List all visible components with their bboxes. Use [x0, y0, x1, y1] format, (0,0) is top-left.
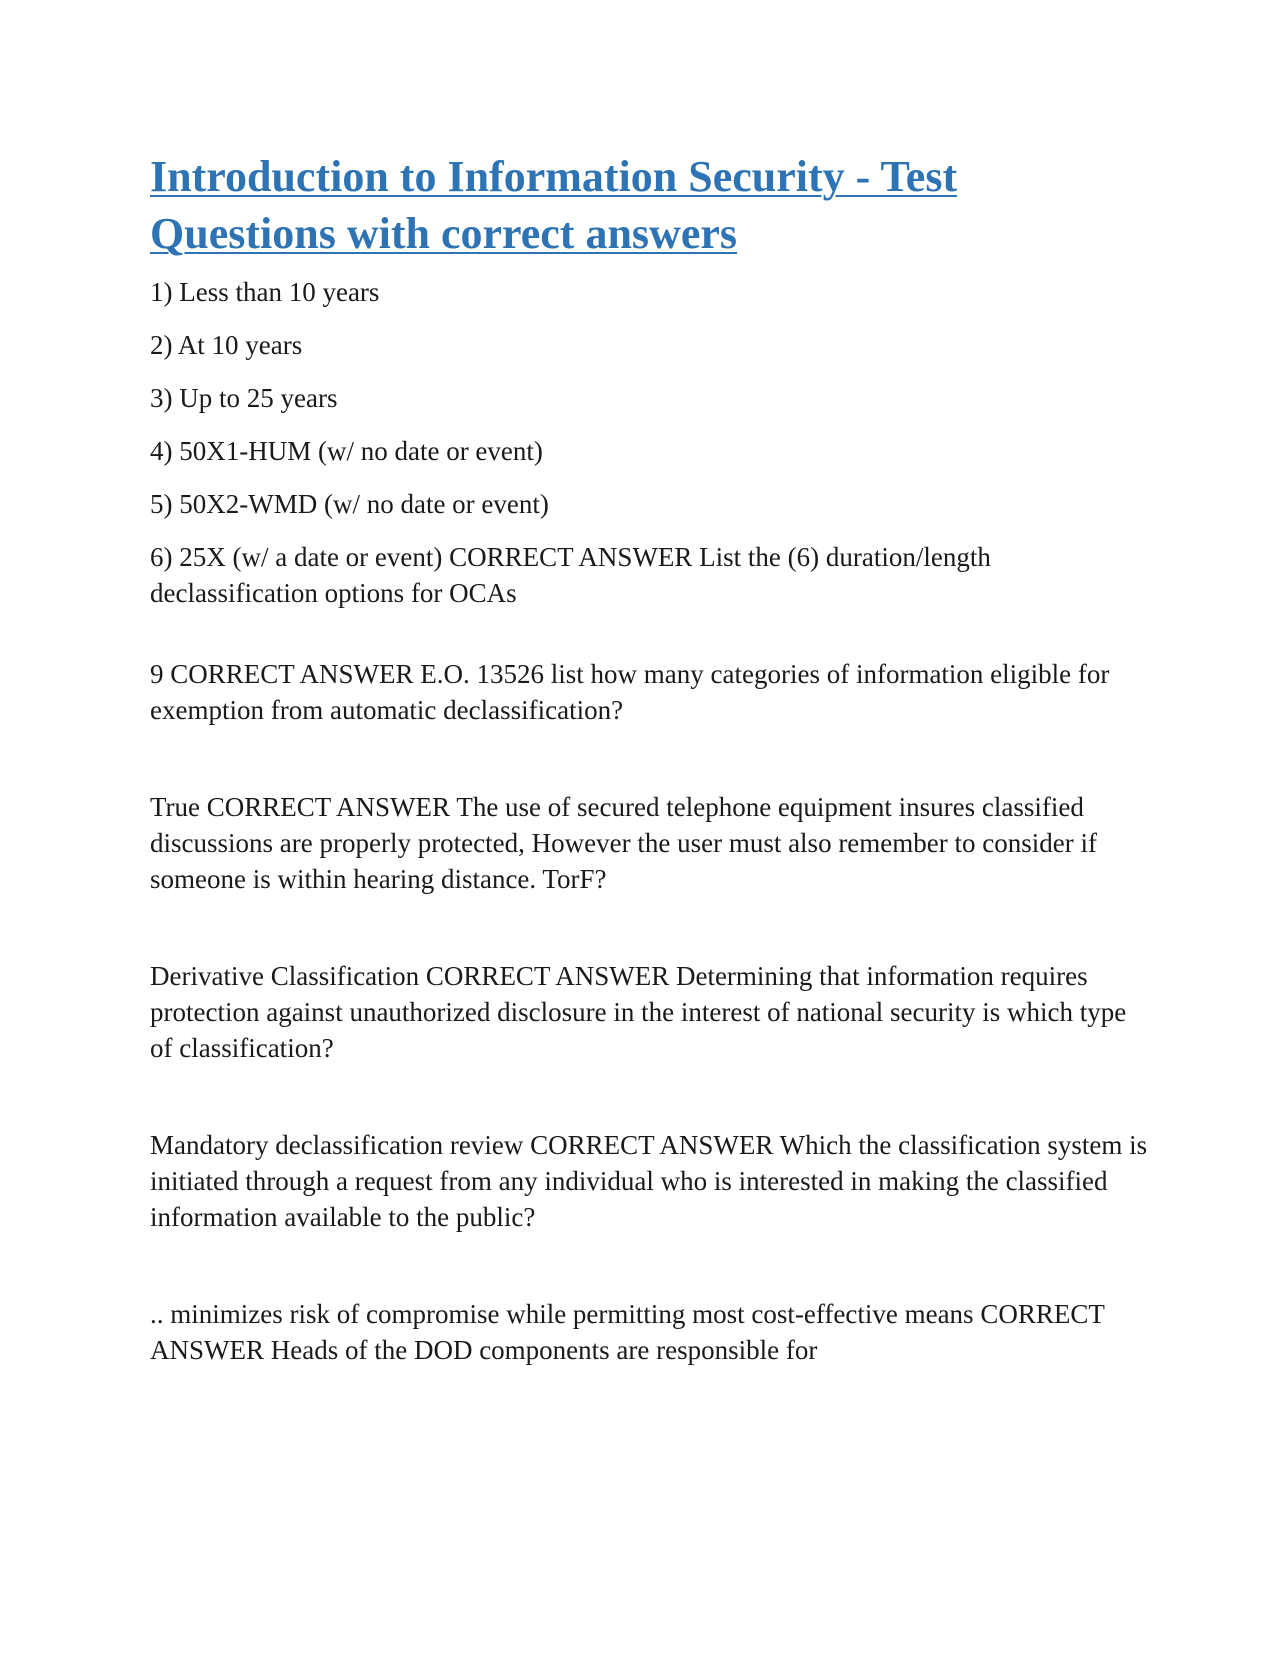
qa-paragraph: .. minimizes risk of compromise while permitting most cost-effective means CORRECT ANSWER Heads of the DOD components are responsible for [150, 1299, 1105, 1365]
list-item: 6) 25X (w/ a date or event) CORRECT ANSWER List the (6) duration/length declassification options for OCAs [150, 542, 991, 608]
qa-paragraph: True CORRECT ANSWER The use of secured telephone equipment insures classified discussions are properly protected, However the user must also remember to consider if someone is within hearing distance. TorF? [150, 792, 1097, 894]
list-item: 3) Up to 25 years [150, 383, 338, 413]
document-title: Introduction to Information Security - Test Questions with correct answers [150, 152, 958, 258]
duration-options-list [150, 274, 1150, 611]
qa-paragraph: Derivative Classification CORRECT ANSWER Determining that information requires protection against unauthorized disclosure in the interest of national security is which type of classification? [150, 961, 1127, 1063]
list-item: 1) Less than 10 years [150, 277, 380, 307]
list-item: 4) 50X1-HUM (w/ no date or event) [150, 436, 543, 466]
list-item: 2) At 10 years [150, 330, 303, 360]
qa-paragraph: 9 CORRECT ANSWER E.O. 13526 list how many categories of information eligible for exemption from automatic declassification? [150, 659, 1110, 725]
list-item: 5) 50X2-WMD (w/ no date or event) [150, 489, 549, 519]
qa-paragraph: Mandatory declassification review CORRECT ANSWER Which the classification system is initiated through a request from any individual who is interested in making the classified information available to the public? [150, 1130, 1148, 1232]
document-page [150, 148, 1150, 1429]
